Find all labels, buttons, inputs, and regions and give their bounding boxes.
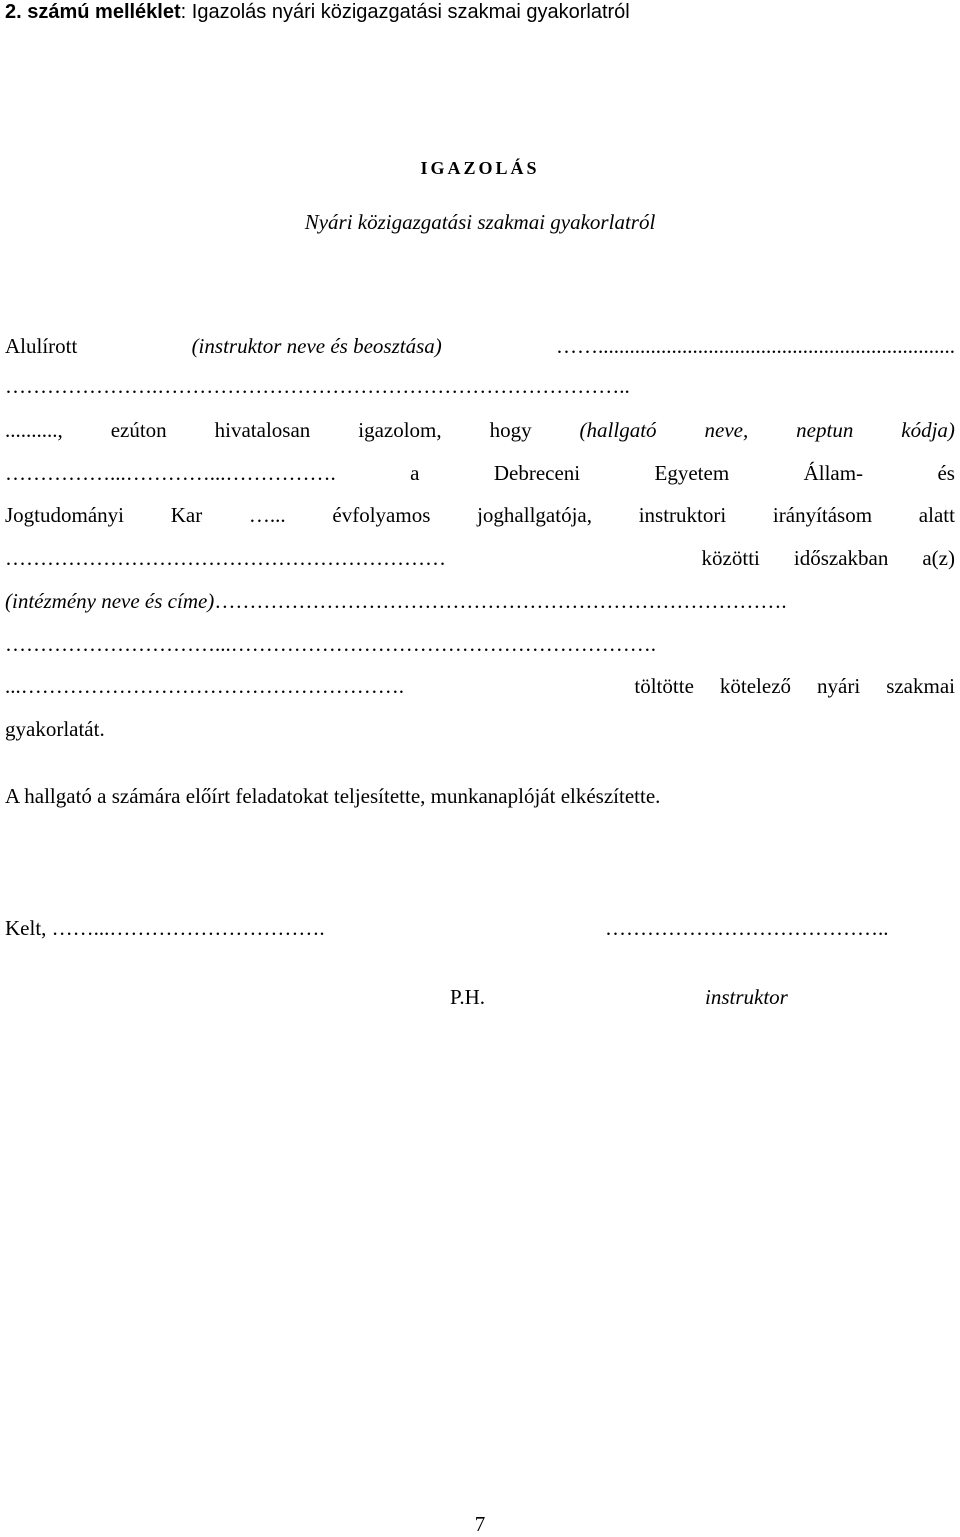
word: joghallgatója, xyxy=(477,503,592,527)
text-alulirott: Alulírott xyxy=(5,334,78,358)
annex-number: 2. számú melléklet xyxy=(5,1,181,23)
body-line-3 xyxy=(5,416,955,444)
student-label-word: (hallgató xyxy=(579,418,657,442)
word: irányításom xyxy=(772,503,873,527)
word: Egyetem xyxy=(654,461,730,485)
annex-header xyxy=(5,0,630,24)
body-line-5 xyxy=(5,501,955,529)
word: Kar xyxy=(170,503,203,527)
institution-blank-2: …………………………...……………………………………………………. xyxy=(5,632,656,656)
student-name-blank: ……………...…………...……………. xyxy=(5,461,336,485)
document-subtitle: Nyári közigazgatási szakmai gyakorlatról xyxy=(304,210,656,234)
instructor-signature-label: instruktor xyxy=(705,985,788,1009)
word: időszakban xyxy=(793,546,889,570)
word: és xyxy=(937,461,955,485)
word: ezúton xyxy=(110,418,167,442)
word: igazolom, xyxy=(358,418,442,442)
body-line-1 xyxy=(5,332,955,360)
institution-blank-3: ...………………………………………………. xyxy=(5,674,404,698)
body-line-10: gyakorlatát. xyxy=(5,717,105,741)
word: instruktori xyxy=(638,503,727,527)
period-blank: ……………………………………………………… xyxy=(5,546,446,570)
body-line-9 xyxy=(5,672,955,700)
word: hogy xyxy=(489,418,532,442)
word: nyári xyxy=(817,674,861,698)
annex-title: : Igazolás nyári közigazgatási szakmai gyakorlatról xyxy=(180,1,630,23)
body-line-6 xyxy=(5,544,955,572)
instructor-name-label: (instruktor neve és beosztása) xyxy=(191,334,442,358)
word: a(z) xyxy=(922,546,955,570)
student-label-word: neptun xyxy=(796,418,854,442)
word: Állam- xyxy=(803,461,864,485)
institution-label: (intézmény neve és címe) xyxy=(5,589,215,613)
place-date-field: Kelt, ……...…………………………. xyxy=(5,916,325,940)
student-label-word: neve, xyxy=(704,418,749,442)
body-line-7 xyxy=(5,587,955,615)
student-label-word: kódja) xyxy=(901,418,955,442)
page-number: 7 xyxy=(474,1512,486,1536)
document-title: IGAZOLÁS xyxy=(420,158,540,178)
year-blank: …... xyxy=(248,503,286,527)
word: közötti xyxy=(701,546,760,570)
blank-end: .........., xyxy=(5,418,63,442)
completion-statement: A hallgató a számára előírt feladatokat teljesítette, munkanaplóját elkészítette. xyxy=(5,784,661,808)
body-line-4 xyxy=(5,459,955,487)
signature-line: ………………………………….. xyxy=(605,916,889,940)
institution-blank: ………………………………………………………………………. xyxy=(214,589,787,613)
body-line-2 xyxy=(5,372,955,400)
word: Jogtudományi xyxy=(5,503,124,527)
body-line-8 xyxy=(5,630,955,658)
word: alatt xyxy=(918,503,955,527)
word: a xyxy=(410,461,420,485)
stamp-label: P.H. xyxy=(450,985,486,1009)
word: Debreceni xyxy=(493,461,581,485)
word: évfolyamos xyxy=(332,503,431,527)
word: szakmai xyxy=(886,674,955,698)
word: kötelező xyxy=(719,674,792,698)
word: töltötte xyxy=(634,674,694,698)
word: hivatalosan xyxy=(214,418,311,442)
instructor-name-blank-2: ………………….………………………………………………………….. xyxy=(5,374,630,398)
instructor-name-blank: …….................................................................... xyxy=(556,334,955,358)
